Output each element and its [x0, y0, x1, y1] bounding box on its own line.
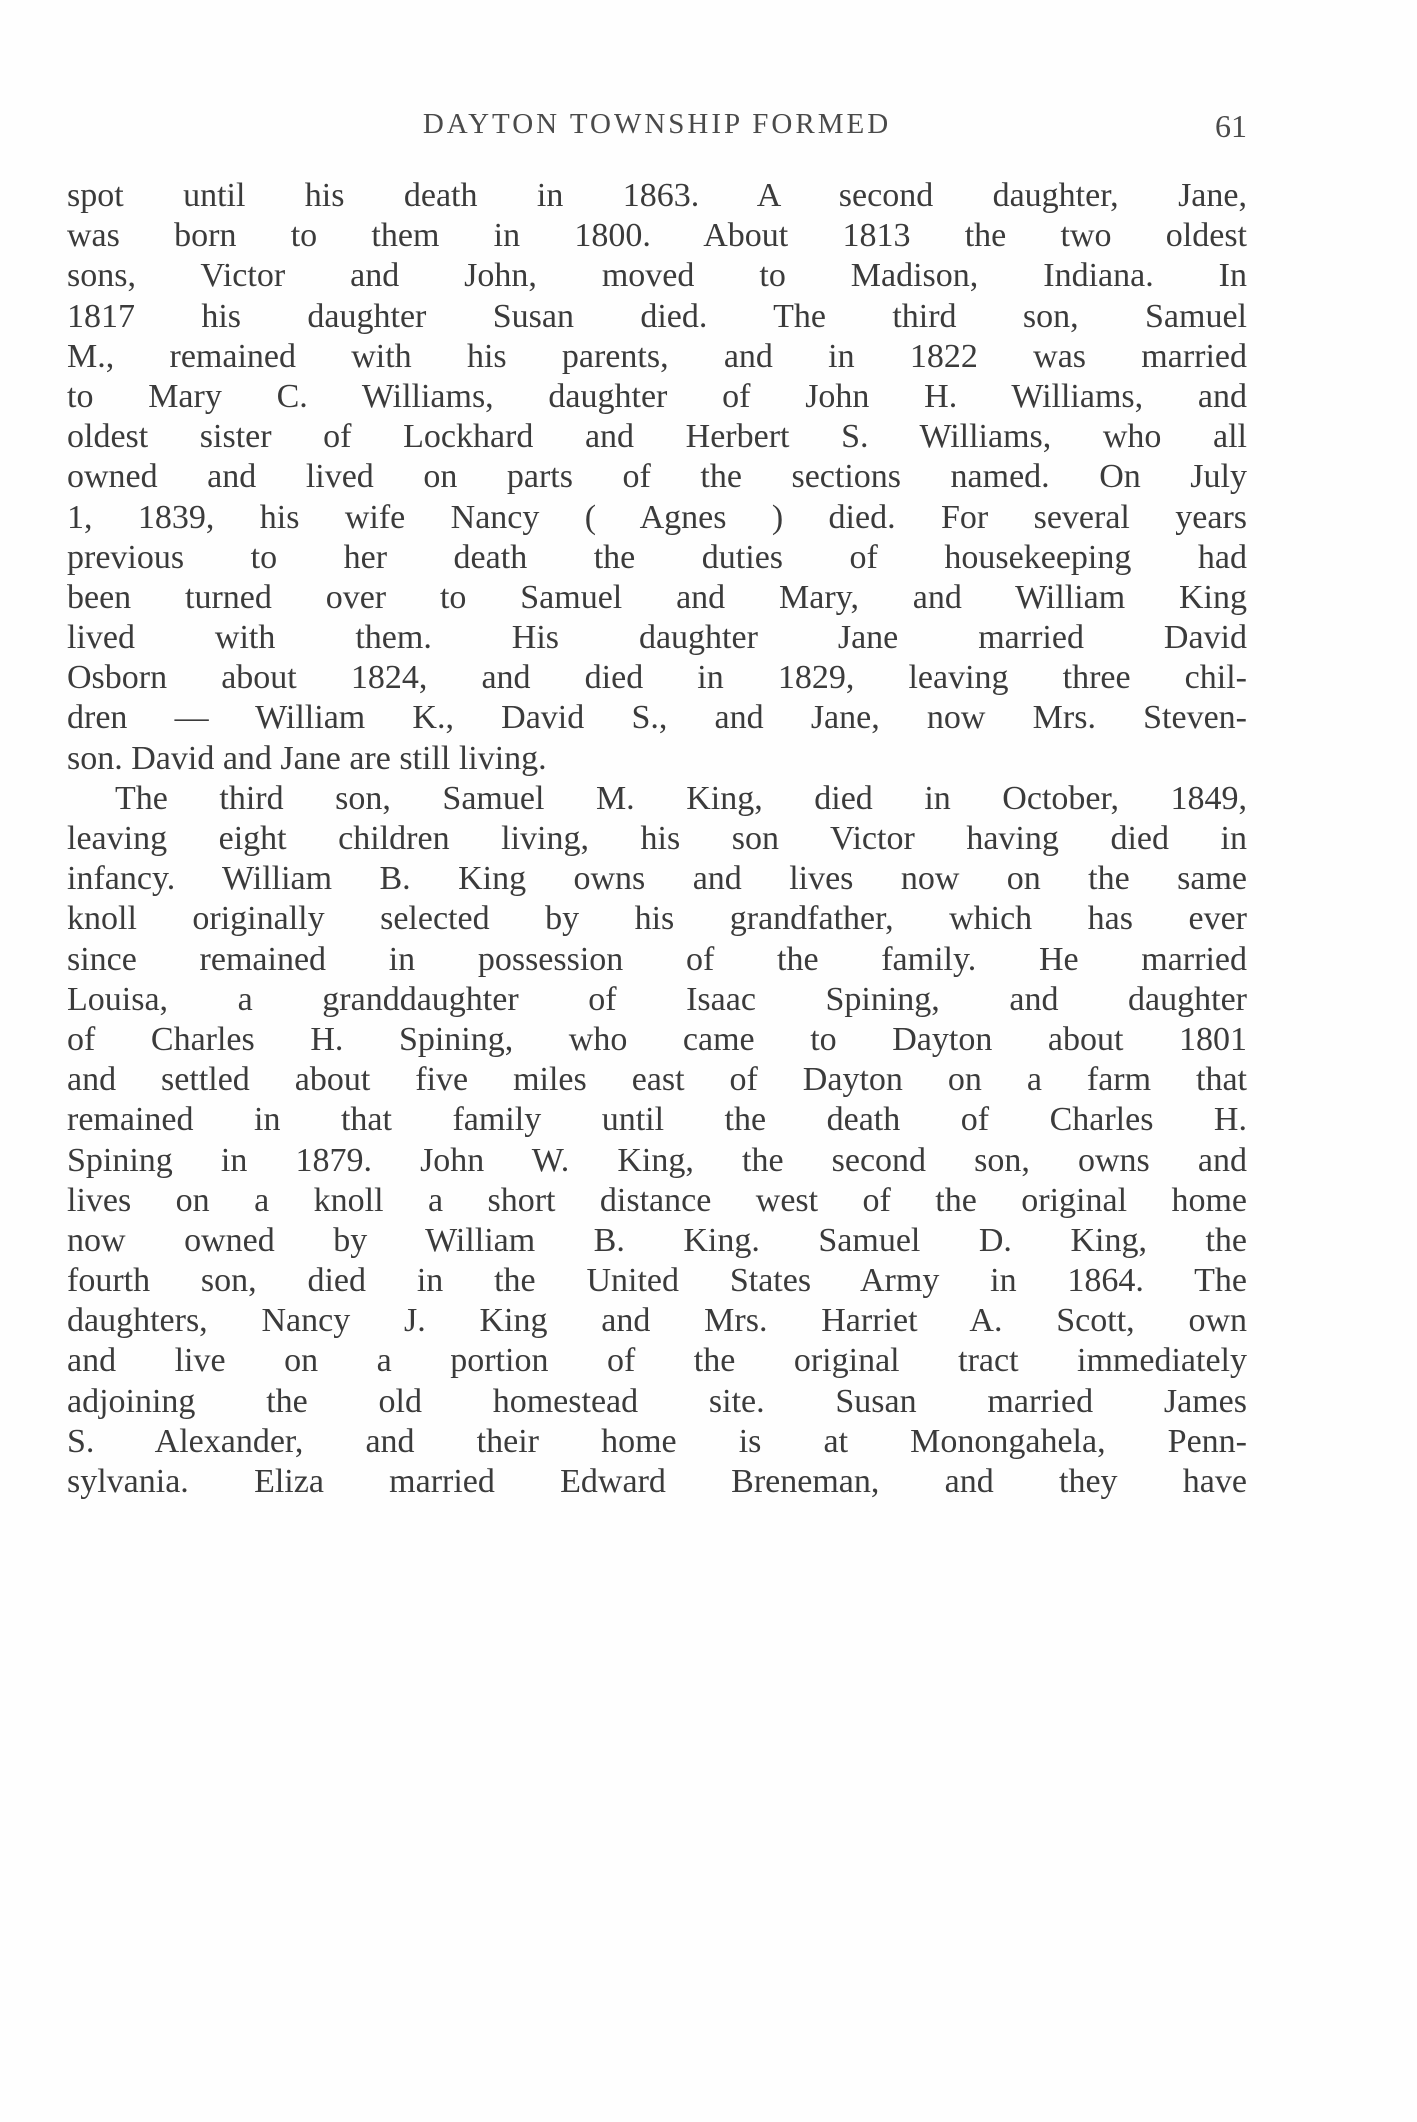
running-head [67, 108, 1247, 148]
text-line: M., remained with his parents, and in 1822 was married [67, 337, 1247, 375]
text-line: daughters, Nancy J. King and Mrs. Harriet A. Scott, own [67, 1302, 1247, 1340]
text-line: leaving eight children living, his son Victor having died in [67, 820, 1247, 857]
text-line: fourth son, died in the United States Army in 1864. The [67, 1262, 1247, 1300]
text-line: sons, Victor and John, moved to Madison, Indiana. In [67, 257, 1247, 295]
page-number: 61 [1215, 108, 1247, 144]
text-line: S. Alexander, and their home is at Monongahela, Penn- [67, 1422, 1247, 1460]
text-line: of Charles H. Spining, who came to Dayton about 1801 [67, 1020, 1247, 1058]
text-line: adjoining the old homestead site. Susan married James [67, 1382, 1247, 1420]
text-line: and settled about five miles east of Dayton on a farm that [67, 1061, 1247, 1099]
running-title: DAYTON TOWNSHIP FORMED [422, 108, 892, 140]
text-line: infancy. William B. King owns and lives now on the same [67, 860, 1247, 898]
text-line: Spining in 1879. John W. King, the second son, owns and [67, 1141, 1247, 1179]
text-line: 1817 his daughter Susan died. The third son, Samuel [67, 297, 1247, 335]
text-line: son. David and Jane are still living. [67, 739, 547, 777]
text-line: been turned over to Samuel and Mary, and William King [67, 578, 1247, 616]
text-line: previous to her death the duties of housekeeping had [67, 538, 1247, 576]
text-line: dren — William K., David S., and Jane, now Mrs. Steven- [67, 699, 1247, 737]
text-line: to Mary C. Williams, daughter of John H. Williams, and [67, 377, 1247, 415]
text-line: The third son, Samuel M. King, died in October, 1849, [115, 779, 1247, 817]
text-line: oldest sister of Lockhard and Herbert S. Williams, who all [67, 418, 1247, 456]
text-line: now owned by William B. King. Samuel D. King, the [67, 1221, 1247, 1259]
text-line: sylvania. Eliza married Edward Breneman, and they have [67, 1463, 1247, 1500]
text-line: remained in that family until the death of Charles H. [67, 1101, 1247, 1139]
text-line: lived with them. His daughter Jane married David [67, 619, 1247, 657]
text-line: and live on a portion of the original tract immediately [67, 1342, 1247, 1380]
text-line: 1, 1839, his wife Nancy ( Agnes ) died. For several years [67, 498, 1247, 536]
text-line: spot until his death in 1863. A second daughter, Jane, [67, 177, 1247, 214]
text-line: owned and lived on parts of the sections named. On July [67, 458, 1247, 496]
text-line: Osborn about 1824, and died in 1829, leaving three chil- [67, 659, 1247, 697]
text-line: since remained in possession of the family. He married [67, 940, 1247, 978]
text-line: lives on a knoll a short distance west of the original home [67, 1181, 1247, 1219]
text-line: knoll originally selected by his grandfather, which has ever [67, 900, 1247, 938]
text-line: was born to them in 1800. About 1813 the two oldest [67, 217, 1247, 255]
text-line: Louisa, a granddaughter of Isaac Spining, and daughter [67, 980, 1247, 1018]
text-body [67, 176, 1247, 1502]
